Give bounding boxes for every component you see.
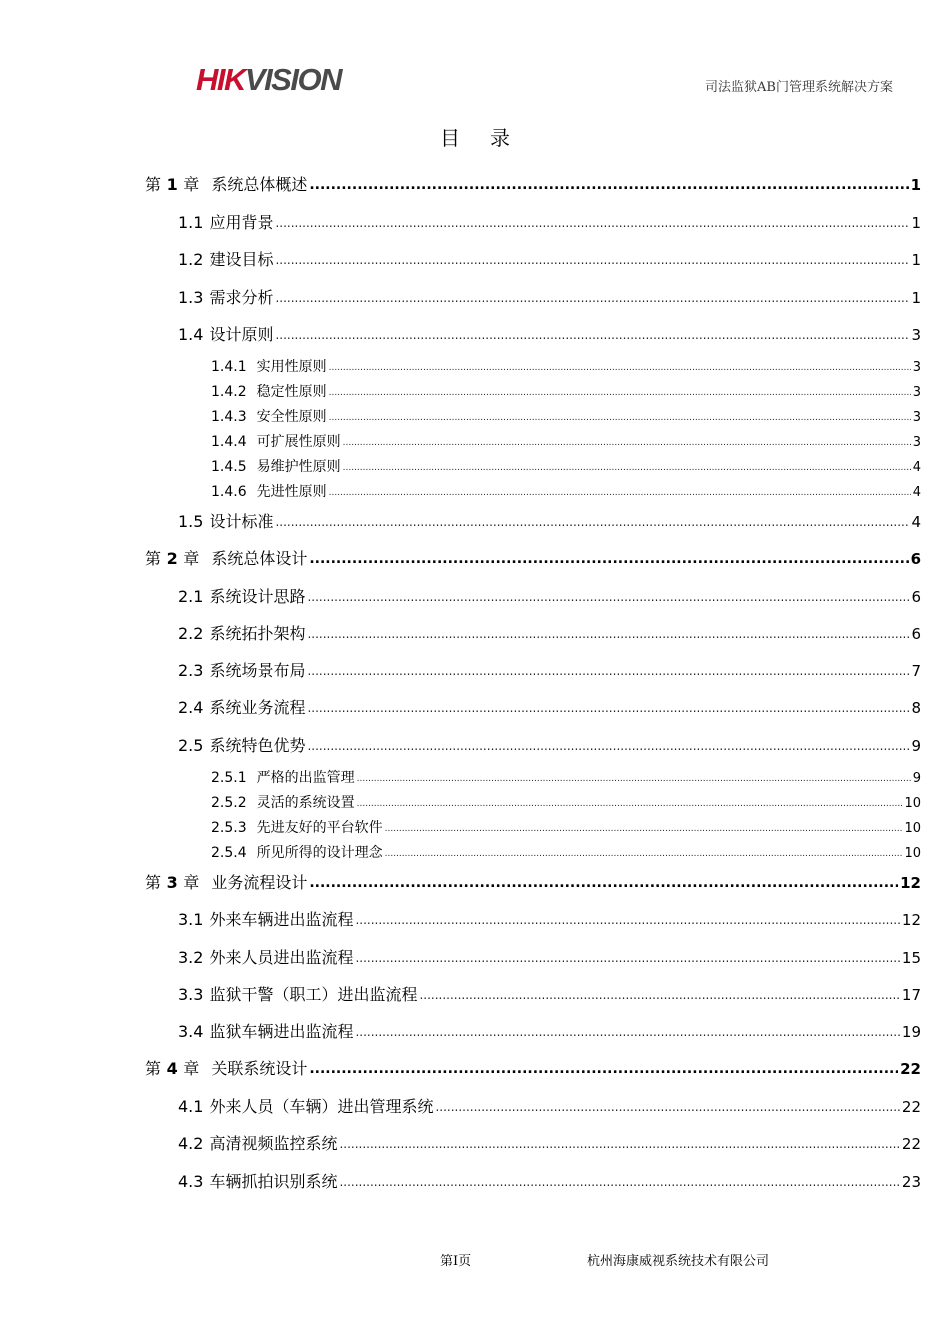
toc-entry-level-2[interactable] <box>178 658 921 681</box>
chapter-number: 4 <box>161 1059 184 1078</box>
toc-page-number: 22 <box>901 1135 921 1153</box>
toc-page-number: 1 <box>911 289 921 307</box>
dot-leader <box>339 1171 899 1190</box>
section-number: 2.5.2 <box>211 795 247 811</box>
section-title: 系统设计思路 <box>209 587 306 606</box>
toc-entry-level-3[interactable] <box>211 481 921 501</box>
chapter-suffix: 章 <box>183 549 200 568</box>
section-title: 系统特色优势 <box>209 736 306 755</box>
toc-entry-title <box>145 870 307 893</box>
toc-page-number: 22 <box>900 1060 921 1078</box>
toc-entry-level-2[interactable] <box>178 1094 921 1117</box>
toc-entry-title <box>211 792 355 812</box>
toc-page-number: 3 <box>912 385 921 400</box>
dot-leader <box>329 483 911 499</box>
dot-leader <box>275 511 909 530</box>
toc-entry-title <box>211 481 327 501</box>
toc-page-number: 9 <box>912 771 921 786</box>
toc-page-number: 4 <box>912 485 921 500</box>
dot-leader <box>385 844 903 860</box>
toc-page-number: 1 <box>911 251 921 269</box>
chapter-suffix: 章 <box>183 175 200 194</box>
toc-entry-title <box>178 1094 433 1117</box>
toc-page-number: 3 <box>912 360 921 375</box>
toc-page-number: 1 <box>910 176 921 194</box>
toc-entry-level-1[interactable] <box>145 172 921 195</box>
dot-leader <box>329 358 911 374</box>
section-number: 2.1 <box>178 587 204 606</box>
dot-leader <box>307 697 909 716</box>
toc-page-number: 10 <box>904 821 921 836</box>
section-title: 系统拓扑架构 <box>209 624 306 643</box>
footer-page-number: 第I页 <box>440 1254 472 1269</box>
dot-leader <box>309 174 908 193</box>
toc-page-number: 22 <box>901 1098 921 1116</box>
chapter-title: 业务流程设计 <box>211 873 308 892</box>
dot-leader <box>307 660 909 679</box>
section-number: 1.4 <box>178 325 204 344</box>
toc-entry-title <box>178 1019 353 1042</box>
toc-title: 目录 <box>440 126 540 150</box>
toc-page-number: 6 <box>911 588 921 606</box>
dot-leader <box>309 1058 898 1077</box>
toc-entry-title <box>178 945 353 968</box>
toc-entry-level-2[interactable] <box>178 1131 921 1154</box>
section-number: 2.4 <box>178 698 204 717</box>
section-number: 4.1 <box>178 1097 204 1116</box>
section-title: 所见所得的设计理念 <box>256 845 383 861</box>
section-title: 监狱干警（职工）进出监流程 <box>209 985 418 1004</box>
toc-page-number: 15 <box>901 949 921 967</box>
chapter-prefix: 第 <box>145 1059 162 1078</box>
toc-entry-level-3[interactable] <box>211 817 921 837</box>
toc-entry-title <box>178 210 273 233</box>
toc-entry-level-1[interactable] <box>145 1056 921 1079</box>
section-number: 3.4 <box>178 1022 204 1041</box>
chapter-suffix: 章 <box>183 873 200 892</box>
dot-leader <box>275 249 909 268</box>
section-number: 1.4.6 <box>211 484 247 500</box>
toc-entry-title <box>211 356 327 376</box>
dot-leader <box>343 458 911 474</box>
section-number: 2.5.1 <box>211 770 247 786</box>
toc-entry-level-2[interactable] <box>178 1169 921 1192</box>
dot-leader <box>275 324 909 343</box>
section-title: 先进性原则 <box>256 484 327 500</box>
section-title: 设计标准 <box>209 512 274 531</box>
toc-page-number: 12 <box>901 911 921 929</box>
section-number: 1.1 <box>178 213 204 232</box>
toc-entry-title <box>178 509 273 532</box>
chapter-prefix: 第 <box>145 873 162 892</box>
toc-entry-title <box>211 456 341 476</box>
chapter-title: 系统总体概述 <box>211 175 308 194</box>
toc-page-number: 9 <box>911 737 921 755</box>
dot-leader <box>355 947 899 966</box>
toc-entry-title <box>178 982 417 1005</box>
toc-page-number: 1 <box>911 214 921 232</box>
toc-entry-level-2[interactable] <box>178 982 921 1005</box>
chapter-number: 2 <box>161 549 184 568</box>
toc-entry-title <box>178 695 305 718</box>
toc-page-number: 10 <box>904 796 921 811</box>
dot-leader <box>385 819 903 835</box>
section-title: 严格的出监管理 <box>256 770 355 786</box>
toc-entry-level-2[interactable] <box>178 945 921 968</box>
section-number: 4.2 <box>178 1134 204 1153</box>
toc-entry-title <box>211 767 355 787</box>
dot-leader <box>357 769 911 785</box>
toc-entry-title <box>178 322 273 345</box>
section-title: 系统业务流程 <box>209 698 306 717</box>
dot-leader <box>309 548 908 567</box>
toc-entry-title <box>211 817 383 837</box>
toc-entry-level-2[interactable] <box>178 210 921 233</box>
toc-entry-title <box>178 907 353 930</box>
toc-entry-level-3[interactable] <box>211 456 921 476</box>
section-number: 4.3 <box>178 1172 204 1191</box>
footer-company-name: 杭州海康威视系统技术有限公司 <box>587 1254 770 1269</box>
toc-entry-title <box>211 842 383 862</box>
toc-page-number: 4 <box>912 460 921 475</box>
toc-page-number: 23 <box>901 1173 921 1191</box>
section-title: 易维护性原则 <box>256 459 341 475</box>
chapter-suffix: 章 <box>183 1059 200 1078</box>
toc-entry-title <box>178 658 305 681</box>
document-header-title: 司法监狱AB门管理系统解决方案 <box>705 80 893 95</box>
section-title: 车辆抓拍识别系统 <box>209 1172 338 1191</box>
toc-page-number: 3 <box>912 435 921 450</box>
toc-entry-level-2[interactable] <box>178 733 921 756</box>
toc-page-number: 19 <box>901 1023 921 1041</box>
dot-leader <box>357 794 903 810</box>
toc-entry-title <box>178 584 305 607</box>
toc-entry-title <box>178 1131 337 1154</box>
section-title: 建设目标 <box>209 250 274 269</box>
toc-entry-level-3[interactable] <box>211 406 921 426</box>
toc-entry-title <box>211 381 327 401</box>
dot-leader <box>343 433 911 449</box>
dot-leader <box>329 408 911 424</box>
toc-entry-level-3[interactable] <box>211 842 921 862</box>
toc-entry-level-2[interactable] <box>178 509 921 532</box>
dot-leader <box>275 287 909 306</box>
section-title: 系统场景布局 <box>209 661 306 680</box>
chapter-title: 系统总体设计 <box>211 549 308 568</box>
dot-leader <box>307 623 909 642</box>
dot-leader <box>419 984 899 1003</box>
dot-leader <box>307 586 909 605</box>
toc-entry-level-2[interactable] <box>178 322 921 345</box>
toc-entry-level-1[interactable] <box>145 546 921 569</box>
toc-page-number: 3 <box>911 326 921 344</box>
toc-page-number: 6 <box>910 550 921 568</box>
section-number: 2.5.4 <box>211 845 247 861</box>
section-number: 1.4.2 <box>211 384 247 400</box>
chapter-prefix: 第 <box>145 549 162 568</box>
toc-entry-level-3[interactable] <box>211 356 921 376</box>
section-number: 1.5 <box>178 512 204 531</box>
section-number: 3.1 <box>178 910 204 929</box>
dot-leader <box>355 909 899 928</box>
toc-page-number: 6 <box>911 625 921 643</box>
section-number: 1.4.5 <box>211 459 247 475</box>
toc-entry-title <box>211 431 341 451</box>
section-title: 应用背景 <box>209 213 274 232</box>
toc-page-number: 17 <box>901 986 921 1004</box>
section-title: 高清视频监控系统 <box>209 1134 338 1153</box>
toc-entry-level-2[interactable] <box>178 1019 921 1042</box>
section-title: 稳定性原则 <box>256 384 327 400</box>
section-number: 2.5 <box>178 736 204 755</box>
chapter-number: 3 <box>161 873 184 892</box>
section-number: 1.4.4 <box>211 434 247 450</box>
toc-entry-title <box>145 1056 307 1079</box>
toc-entry-level-2[interactable] <box>178 621 921 644</box>
section-number: 1.2 <box>178 250 204 269</box>
toc-page-number: 7 <box>911 662 921 680</box>
toc-page-number: 4 <box>911 513 921 531</box>
section-title: 安全性原则 <box>256 409 327 425</box>
dot-leader <box>339 1133 899 1152</box>
toc-entry-level-3[interactable] <box>211 431 921 451</box>
toc-page-number: 12 <box>900 874 921 892</box>
section-number: 2.5.3 <box>211 820 247 836</box>
section-title: 外来车辆进出监流程 <box>209 910 354 929</box>
toc-entry-level-3[interactable] <box>211 767 921 787</box>
toc-entry-title <box>178 621 305 644</box>
section-number: 2.3 <box>178 661 204 680</box>
chapter-title: 关联系统设计 <box>211 1059 308 1078</box>
toc-entry-level-2[interactable] <box>178 285 921 308</box>
toc-entry-level-3[interactable] <box>211 381 921 401</box>
section-title: 实用性原则 <box>256 359 327 375</box>
toc-entry-level-3[interactable] <box>211 792 921 812</box>
svg-text:HIKVISION: HIKVISION <box>196 62 341 96</box>
section-title: 设计原则 <box>209 325 274 344</box>
section-title: 监狱车辆进出监流程 <box>209 1022 354 1041</box>
toc-entry-title <box>178 285 273 308</box>
dot-leader <box>355 1021 899 1040</box>
toc-entry-title <box>178 733 305 756</box>
section-title: 先进友好的平台软件 <box>256 820 383 836</box>
section-number: 1.4.3 <box>211 409 247 425</box>
chapter-number: 1 <box>161 175 184 194</box>
toc-entry-level-2[interactable] <box>178 584 921 607</box>
toc-entry-title <box>178 1169 337 1192</box>
section-number: 1.3 <box>178 288 204 307</box>
section-number: 2.2 <box>178 624 204 643</box>
section-title: 外来人员进出监流程 <box>209 948 354 967</box>
toc-entry-level-1[interactable] <box>145 870 921 893</box>
toc-entry-level-2[interactable] <box>178 247 921 270</box>
section-number: 3.2 <box>178 948 204 967</box>
section-title: 可扩展性原则 <box>256 434 341 450</box>
toc-page-number: 10 <box>904 846 921 861</box>
dot-leader <box>435 1096 899 1115</box>
toc-page-number: 8 <box>911 699 921 717</box>
section-number: 3.3 <box>178 985 204 1004</box>
toc-entry-title <box>145 546 307 569</box>
section-number: 1.4.1 <box>211 359 247 375</box>
toc-entry-title <box>211 406 327 426</box>
dot-leader <box>307 735 909 754</box>
dot-leader <box>275 212 909 231</box>
toc-entry-title <box>145 172 307 195</box>
section-title: 外来人员（车辆）进出管理系统 <box>209 1097 434 1116</box>
dot-leader <box>309 872 898 891</box>
toc-entry-title <box>178 247 273 270</box>
toc-entry-level-2[interactable] <box>178 695 921 718</box>
toc-page-number: 3 <box>912 410 921 425</box>
section-title: 需求分析 <box>209 288 274 307</box>
chapter-prefix: 第 <box>145 175 162 194</box>
toc-entry-level-2[interactable] <box>178 907 921 930</box>
dot-leader <box>329 383 911 399</box>
section-title: 灵活的系统设置 <box>256 795 355 811</box>
